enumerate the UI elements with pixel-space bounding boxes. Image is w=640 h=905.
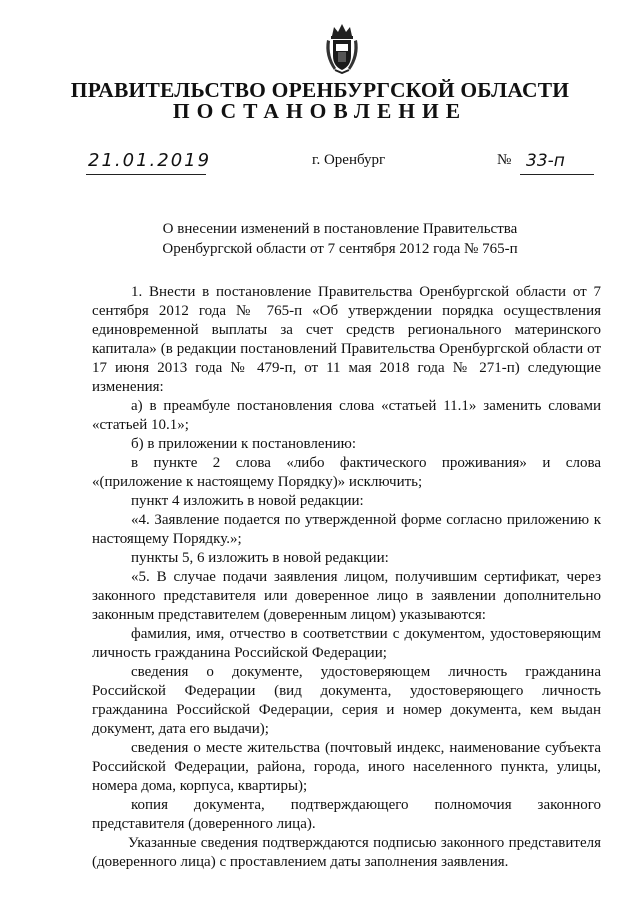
subject-line-2: Оренбургской области от 7 сентября 2012 года № 765-п (162, 241, 518, 257)
paragraph-4: в пункте 2 слова «либо фактического проживания» и слова «(приложение к настоящему Порядку)» исключить; (92, 455, 601, 490)
paragraph-9: фамилия, имя, отчество в соответствии с документом, удостоверяющим личность гражданина Российской Федерации; (92, 626, 601, 661)
paragraph-10: сведения о документе, удостоверяющем личность гражданина Российской Федерации (вид документа, удостоверяющего личность гражданина Российской Федерации, серия и номер документа, кем выдан документ, дата его выдачи); (92, 664, 601, 737)
paragraph-6: «4. Заявление подается по утвержденной форме согласно приложению к настоящему Порядку.»; (92, 512, 601, 547)
paragraph-12: копия документа, подтверждающего полномочия законного представителя (доверенного лица). (92, 797, 601, 832)
paragraph-5: пункт 4 изложить в новой редакции: (131, 493, 364, 509)
paragraph-13: Указанные сведения подтверждаются подписью законного представителя (доверенного лица) с проставлением даты заполнения заявления. (92, 835, 601, 870)
document-type-title: ПОСТАНОВЛЕНИЕ (172, 99, 468, 123)
paragraph-11: сведения о месте жительства (почтовый индекс, наименование субъекта Российской Федерации, района, города, иного населенного пункта, улицы, номера дома, корпуса, квартиры); (92, 740, 601, 794)
paragraph-3: б) в приложении к постановлению: (131, 436, 357, 452)
coat-of-arms-icon (322, 22, 362, 74)
government-title: ПРАВИТЕЛЬСТВО ОРЕНБУРГСКОЙ ОБЛАСТИ (70, 78, 570, 102)
decree-number: 33-п (520, 152, 594, 175)
paragraph-7: пункты 5, 6 изложить в новой редакции: (131, 550, 389, 566)
decree-subject (60, 219, 620, 259)
decree-date: 21.01.2019 (86, 152, 206, 175)
paragraph-8: «5. В случае подачи заявления лицом, получившим сертификат, через законного представителя или доверенное лицо в заявлении дополнительно законным представителем (доверенным лицом) указываются: (92, 569, 601, 623)
decree-city: г. Оренбург (312, 152, 386, 168)
decree-body (92, 283, 601, 872)
number-label: № (497, 152, 512, 168)
subject-line-1: О внесении изменений в постановление Правительства (162, 221, 518, 237)
paragraph-2: а) в преамбуле постановления слова «статьей 11.1» заменить словами «статьей 10.1»; (92, 398, 601, 433)
paragraph-1: 1. Внести в постановление Правительства Оренбургской области от 7 сентября 2012 года № 765-п «Об утверждении порядка осуществления единовременной выплаты за счет средств регионального материнского капитала» (в редакции постановлений Правительства Оренбургской области от 17 июня 2013 года № 479-п, от 11 мая 2018 года № 271-п) следующие изменения: (92, 284, 601, 395)
